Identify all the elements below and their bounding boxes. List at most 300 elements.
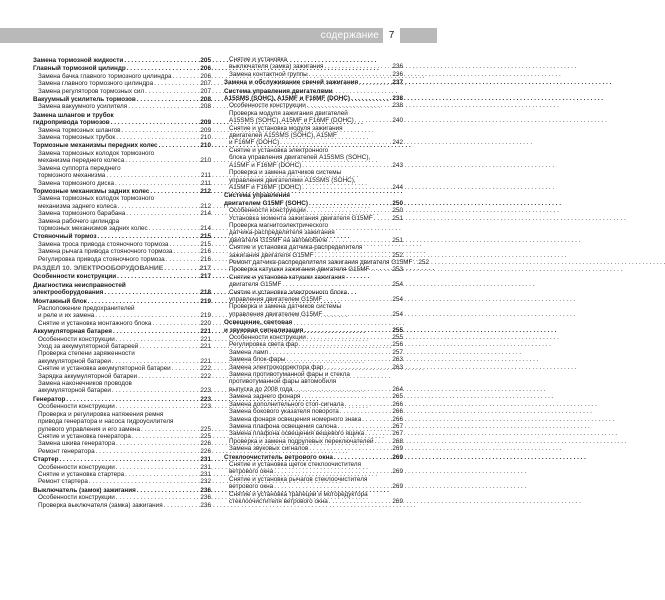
toc-subsection-entry [33, 494, 211, 501]
toc-subsection-entry [224, 244, 403, 259]
toc-subsection-entry [224, 423, 403, 430]
toc-page-number: 226 [200, 447, 211, 455]
toc-subsection-entry [33, 464, 211, 471]
toc-subsection-entry [224, 222, 403, 244]
dot-leader [324, 364, 391, 371]
toc-entry-title: Проверка и замена подрулевых переключателей [229, 437, 374, 445]
dot-leader [139, 343, 199, 350]
toc-entry-title: Замена рычага привода стояночного тормоза [38, 248, 173, 256]
toc-page-number: 215 [200, 233, 211, 241]
toc-entry-text-line: Проверка степени заряженности [38, 350, 135, 358]
toc-page-number: 255 [392, 334, 403, 342]
toc-subsection-entry [33, 373, 211, 380]
toc-page-number: 238 [392, 102, 403, 110]
toc-page-number: 255 [392, 326, 403, 334]
toc-entry-title: двигателем G15MF (SOHC) [224, 199, 308, 207]
toc-page-number: 210 [200, 142, 211, 150]
dot-leader [145, 88, 199, 95]
dot-leader [89, 478, 200, 485]
dot-leader [374, 215, 392, 222]
dot-leader [370, 266, 391, 273]
toc-subsection-entry [33, 127, 211, 134]
toc-subsection-entry [224, 408, 403, 415]
toc-page-number: 223 [200, 395, 211, 403]
toc-entry-text-line: датчика-распределителя зажигания [229, 229, 335, 237]
toc-subsection-entry [33, 403, 211, 410]
dot-leader [138, 373, 199, 380]
toc-subsection-entry [224, 334, 403, 341]
toc-page-number: 206 [200, 65, 211, 73]
toc-entry-title: Замена заднего фонаря [229, 393, 301, 401]
dot-leader [169, 241, 199, 248]
toc-page-number: 206 [200, 72, 211, 80]
toc-page-number: 269 [392, 453, 403, 461]
toc-subsection-entry [33, 350, 211, 365]
toc-page-number: 226 [200, 440, 211, 448]
dot-leader [302, 162, 391, 169]
toc-entry-title: РАЗДЕЛ 10. ЭЛЕКТРООБОРУДОВАНИЕ [33, 264, 164, 272]
dot-leader [116, 403, 200, 410]
toc-entry-title: Регулировка света фар [229, 341, 298, 349]
dot-leader [328, 237, 391, 244]
toc-entry-title: Ремонт генератора [38, 447, 95, 455]
toc-entry-title: Замена бокового указателя поворота [229, 408, 339, 416]
toc-subsection-entry [33, 180, 211, 187]
toc-section-entry [33, 57, 211, 64]
toc-subsection-entry [33, 320, 211, 327]
dot-leader [60, 456, 200, 463]
toc-subsection-entry [33, 256, 211, 263]
toc-section-entry [224, 192, 403, 207]
toc-entry-title: Ремонт датчика-распределителя зажигания двигателя G15MF [229, 258, 413, 266]
dot-leader [116, 336, 200, 343]
dot-leader [269, 349, 391, 356]
toc-entry-title: Особенности конструкции [38, 463, 115, 471]
toc-subsection-entry [33, 103, 211, 110]
toc-entry-title: двигателя G15MF [229, 281, 282, 289]
toc-section-entry [224, 79, 403, 86]
dot-leader [117, 273, 199, 280]
toc-entry-title: Особенности конструкции [38, 494, 115, 502]
toc-entry-title: Замена плафона освещения салона [229, 422, 337, 430]
toc-entry-text-line: Снятие и установка рычагов стеклоочистителя [229, 475, 368, 483]
toc-entry-text-line: блока управления двигателей A15SMS (SOHC), [229, 154, 371, 162]
toc-page-number: 254 [392, 296, 403, 303]
toc-page-number: 214 [200, 224, 211, 232]
toc-page-number: 212 [200, 187, 211, 195]
dot-leader [173, 73, 200, 80]
toc-entry-title: аккумуляторной батареи [38, 357, 111, 365]
toc-page-number: 209 [200, 119, 211, 127]
toc-page-number: 254 [392, 310, 403, 318]
toc-subsection-entry [33, 195, 211, 210]
toc-subsection-entry [224, 274, 403, 289]
dot-leader [104, 289, 199, 296]
dot-leader [309, 445, 391, 452]
toc-page-number: 216 [200, 255, 211, 263]
toc-page-number: 268 [392, 437, 403, 445]
toc-subsection-entry [33, 134, 211, 141]
toc-entry-title: механизма переднего колеса [38, 157, 125, 165]
toc-page-number: 221 [200, 335, 211, 343]
toc-entry-title: Особенности конструкции [229, 207, 306, 215]
toc-entry-title: Замена тормозных трубок [38, 134, 116, 142]
toc-page-number: 242 [392, 139, 403, 147]
toc-page-number: 251 [392, 236, 403, 244]
dot-leader [299, 341, 392, 348]
toc-right-column [224, 56, 429, 505]
toc-subsection-entry [224, 438, 403, 445]
toc-entry-text-line: Замена противотуманной фары и стекла [229, 371, 350, 379]
toc-entry-text-line: Система управления двигателями [224, 87, 333, 95]
toc-entry-title: Регулировка привода стояночного тормоза [38, 255, 165, 263]
toc-subsection-entry [224, 147, 403, 169]
toc-entry-title: тормозного механизма [38, 172, 106, 180]
dot-leader [365, 430, 391, 437]
toc-subsection-entry [33, 471, 211, 478]
toc-entry-title: Ремонт стартера [38, 478, 88, 486]
dot-leader [307, 102, 392, 109]
toc-entry-text-line: Расположение предохранителей [38, 305, 135, 312]
dot-leader [324, 63, 391, 70]
toc-page-number: 244 [392, 183, 403, 191]
toc-subsection-entry [224, 461, 403, 476]
toc-section-entry [33, 142, 211, 149]
toc-page-number: 221 [200, 328, 211, 336]
toc-entry-title: и звуковая сигнализация [224, 326, 304, 334]
toc-entry-title: A15SMS (SOHC), A15MF и F16MF (DOHC) [224, 95, 350, 103]
toc-page-number: 263 [392, 356, 403, 364]
toc-page-number: 266 [392, 408, 403, 416]
toc-entry-text-line: Замена тормозных колодок тормозного [38, 195, 155, 203]
toc-entry-text-line: Проверка модуля зажигания двигателей [229, 109, 348, 117]
toc-page-number: 240 [392, 117, 403, 125]
dot-leader [116, 494, 200, 501]
toc-page-number: 267 [392, 430, 403, 438]
toc-subsection-entry [33, 305, 211, 320]
dot-leader [116, 464, 200, 471]
toc-entry-title: Замена тормозного барабана [38, 210, 126, 218]
toc-entry-title: Особенности конструкции [33, 273, 117, 281]
dot-leader [304, 327, 391, 334]
dot-leader [315, 252, 392, 259]
toc-page-number: 217 [199, 264, 211, 272]
toc-entry-title: стеклоочистителя ветрового окна [229, 497, 328, 505]
toc-entry-text-line: противотуманной фары автомобиля [229, 378, 337, 386]
dot-leader [375, 438, 392, 445]
toc-subsection-entry [224, 102, 403, 109]
toc-subsection-entry [33, 365, 211, 372]
toc-page-number: 257 [392, 348, 403, 356]
toc-page-number: 210 [200, 134, 211, 142]
dot-leader [164, 502, 200, 509]
toc-entry-title: Особенности конструкции [38, 403, 115, 411]
toc-entry-title: Снятие и установка аккумуляторной батареи [38, 365, 171, 373]
dot-leader [359, 79, 391, 86]
dot-leader [112, 387, 199, 394]
toc-section-entry [33, 65, 211, 72]
toc-page-number: 269 [392, 497, 403, 505]
toc-entry-title: Замена звуковых сигналов [229, 445, 309, 453]
toc-page-number: 243 [392, 161, 403, 169]
dot-leader [274, 483, 391, 490]
toc-subsection-entry [33, 343, 211, 350]
toc-entry-text-line: Снятие и установка модуля зажигания [229, 124, 343, 132]
dot-leader [309, 200, 391, 207]
dot-leader [323, 311, 391, 318]
toc-entry-title: Особенности конструкции [38, 335, 115, 343]
dot-leader [97, 233, 199, 240]
toc-page-number: 225 [200, 425, 211, 433]
dot-leader [351, 95, 391, 102]
toc-subsection-entry [224, 207, 403, 214]
toc-subsection-entry [224, 71, 403, 78]
toc-page-number: 236 [200, 486, 211, 494]
toc-page-number: 269 [392, 468, 403, 476]
toc-section-entry [224, 454, 403, 461]
dot-leader [122, 127, 200, 134]
toc-entry-title: Уход за аккумуляторной батареей [38, 343, 139, 351]
toc-section-entry [33, 282, 211, 297]
toc-page-number: 207 [200, 80, 211, 88]
dot-leader [280, 139, 391, 146]
toc-entry-title: Проверка катушки зажигания двигателя G15MF [229, 266, 370, 274]
toc-entry-title: Замена тормозного диска [38, 179, 115, 187]
toc-entry-title: ветрового окна [229, 468, 274, 476]
toc-entry-title: A15SMS (SOHC), A15MF и F16MF (DOHC) [229, 117, 354, 125]
toc-entry-title: Особенности конструкции [229, 102, 306, 110]
dot-leader [141, 426, 199, 433]
toc-entry-title: Замена электрокорректора фар [229, 363, 324, 371]
toc-section-entry [224, 319, 403, 334]
toc-subsection-entry [224, 110, 403, 125]
dot-leader [106, 172, 200, 179]
toc-page-number: 231 [200, 470, 211, 478]
dot-leader [294, 386, 392, 393]
toc-subsection-entry [224, 476, 403, 491]
dot-leader [340, 408, 392, 415]
toc-subsection-entry [224, 371, 403, 393]
toc-subsection-entry [33, 336, 211, 343]
toc-subsection-entry [224, 289, 403, 304]
toc-page-number: 231 [200, 456, 211, 464]
dot-leader [334, 454, 392, 461]
toc-subsection-entry [33, 80, 211, 87]
toc-entry-title: Замена плафона освещения вещевого ящика [229, 430, 365, 438]
toc-entry-title: ветрового окна [229, 483, 274, 491]
toc-entry-text-line: Проверка магнитоэлектрического [229, 221, 329, 229]
toc-subsection-entry [224, 416, 403, 423]
toc-subsection-entry [33, 241, 211, 248]
toc-section-entry [33, 456, 211, 463]
toc-page-number: 211 [200, 172, 211, 180]
toc-entry-text-line: Замена суппорта переднего [38, 164, 121, 172]
toc-subsection-entry [33, 380, 211, 395]
toc-section-entry [33, 96, 211, 103]
toc-entry-title: Монтажный блок [33, 297, 87, 305]
dot-leader [128, 103, 199, 110]
toc-entry-title: управления двигателем G15MF [229, 310, 323, 318]
dot-leader [362, 416, 391, 423]
toc-page-number: 236 [392, 70, 403, 78]
toc-entry-title: Замена блок-фары [229, 356, 286, 364]
toc-entry-text-line: Снятие и установка катушки зажигания [229, 273, 345, 281]
toc-subsection-entry [224, 125, 403, 147]
dot-leader [164, 265, 198, 272]
toc-entry-title: аккумуляторной батареи [38, 387, 111, 395]
toc-section-entry [33, 273, 211, 280]
dot-leader [152, 320, 199, 327]
toc-subsection-entry [224, 215, 403, 222]
toc-subsection-entry [33, 411, 211, 433]
toc-section-entry [33, 112, 211, 127]
toc-entry-title: Тормозные механизмы задних колес [33, 187, 150, 195]
toc-page-number: 222 [200, 372, 211, 380]
toc-entry-title: управления двигателем G15MF [229, 296, 323, 303]
toc-page-number: 266 [392, 400, 403, 408]
toc-subsection-entry [33, 248, 211, 255]
toc-subsection-entry [33, 73, 211, 80]
toc-subsection-entry [33, 433, 211, 440]
dot-leader [302, 184, 391, 191]
dot-leader [88, 298, 200, 305]
dot-leader [125, 157, 199, 164]
dot-leader [116, 440, 199, 447]
toc-entry-title: двигателя G15MF на автомобиле [229, 236, 328, 244]
toc-entry-text-line: Проверка и замена датчиков системы [229, 303, 342, 311]
dot-leader [115, 180, 200, 187]
toc-page-number: 225 [200, 432, 211, 440]
dot-leader [150, 188, 199, 195]
dot-leader [282, 281, 391, 288]
toc-entry-title: Стартер [33, 456, 59, 464]
toc-entry-title: Замена главного тормозного цилиндра [38, 80, 154, 88]
toc-entry-title: электрооборудования [33, 289, 104, 297]
toc-subsection-entry [33, 165, 211, 180]
dot-leader [125, 471, 199, 478]
toc-page-number: 211 [200, 179, 211, 187]
toc-page-number: 269 [392, 445, 403, 453]
toc-page-number: 269 [392, 483, 403, 491]
toc-page-number: 208 [200, 103, 211, 111]
toc-subsection-entry [33, 502, 211, 509]
toc-page-number: 264 [392, 385, 403, 393]
section-title: содержание [320, 30, 379, 41]
toc-subsection-entry [33, 448, 211, 455]
toc-left-column [33, 56, 211, 509]
toc-page-number: 252 [392, 251, 403, 259]
toc-subsection-entry [224, 266, 403, 273]
toc-page-number: 219 [200, 297, 211, 305]
toc-entry-title: Снятие и установка монтажного блока [38, 319, 152, 327]
toc-entry-text-line: Снятие и установка электронного блока [229, 288, 348, 296]
toc-page-number: 250 [392, 207, 403, 215]
toc-entry-text-line: Замена рабочего цилиндра [38, 217, 120, 225]
toc-entry-title: Замена контактной группы [229, 70, 308, 78]
toc-entry-title: Стояночный тормоз [33, 233, 97, 241]
toc-chapter-heading [33, 265, 211, 272]
toc-entry-title: Снятие и установка стартера [38, 470, 125, 478]
toc-entry-title: Замена ламп [229, 348, 269, 356]
toc-entry-title: Главный тормозной цилиндр [33, 65, 126, 73]
toc-page-number: 267 [392, 422, 403, 430]
toc-page-number: 221 [200, 357, 211, 365]
toc-entry-title: Аккумуляторная батарея [33, 328, 112, 336]
toc-subsection-entry [33, 440, 211, 447]
toc-entry-title: механизма заднего колеса [38, 202, 117, 210]
toc-subsection-entry [224, 491, 403, 506]
toc-entry-text-line: Диагностика неисправностей [33, 281, 126, 289]
toc-entry-title: зажигания двигателя G15MF [229, 251, 314, 259]
toc-page-number: 263 [392, 363, 403, 371]
dot-leader [149, 225, 200, 232]
toc-subsection-entry [224, 356, 403, 363]
toc-entry-title: Замена дополнительного стоп-сигнала [229, 400, 344, 408]
toc-page-number: 251 [392, 214, 403, 222]
toc-entry-text-line: Снятие и установка электронного [229, 146, 329, 154]
toc-entry-title: A15MF и F16MF (DOHC) [229, 183, 302, 191]
dot-leader [413, 259, 417, 266]
toc-page-number: 223 [200, 387, 211, 395]
toc-entry-title: Выключатель (замок) зажигания [33, 486, 136, 494]
toc-section-entry [33, 298, 211, 305]
toc-page-number: 221 [200, 343, 211, 351]
toc-page-number: 236 [200, 494, 211, 502]
toc-subsection-entry [224, 364, 403, 371]
toc-subsection-entry [224, 303, 403, 318]
toc-entry-title: Замена фонаря освещения номерного знака [229, 415, 362, 423]
dot-leader [137, 96, 200, 103]
toc-entry-text-line: Замена шлангов и трубок [33, 111, 114, 119]
toc-entry-title: Замена троса привода стояночного тормоза [38, 240, 169, 248]
toc-subsection-entry [33, 150, 211, 165]
toc-entry-title: Тормозные механизмы передних колес [33, 142, 158, 150]
toc-entry-title: и реле и их замена [38, 312, 95, 320]
toc-entry-text-line: Замена тормозных колодок тормозного [38, 149, 155, 157]
toc-entry-title: Замена шкива генератора [38, 440, 116, 448]
toc-entry-title: Вакуумный усилитель тормозов [33, 96, 136, 104]
dot-leader [127, 65, 200, 72]
toc-section-entry [33, 328, 211, 335]
toc-entry-text-line: Снятие и установка трапеции и моторедуктора [229, 490, 368, 498]
toc-subsection-entry [224, 430, 403, 437]
toc-page-number: 266 [392, 415, 403, 423]
toc-page-number: 252 [418, 258, 429, 266]
dot-leader [307, 334, 392, 341]
toc-entry-title: Особенности конструкции [229, 334, 306, 342]
toc-entry-title: Замена вакуумного усилителя [38, 103, 128, 111]
toc-entry-title: рулевого управления и его замена [38, 425, 141, 433]
toc-page-number: 212 [200, 202, 211, 210]
toc-page-number: 254 [392, 281, 403, 289]
toc-page-number: 216 [200, 248, 211, 256]
dot-leader [355, 117, 392, 124]
toc-page-number: 253 [392, 266, 403, 274]
toc-entry-title: Снятие и установка генератора [38, 432, 131, 440]
dot-leader [172, 365, 200, 372]
toc-entry-text-line: Проверка и регулировка натяжения ремня [38, 410, 164, 418]
toc-section-entry [33, 188, 211, 195]
dot-leader [132, 433, 200, 440]
toc-entry-title: и F16MF (DOHC) [229, 139, 280, 147]
toc-entry-text-line: Система управления [224, 192, 290, 200]
toc-entry-title: Стеклоочиститель ветрового окна [224, 453, 333, 461]
toc-page-number: 236 [200, 501, 211, 509]
dot-leader [173, 248, 199, 255]
toc-page-number: 256 [392, 341, 403, 349]
toc-entry-title: Генератор [33, 395, 66, 403]
toc-page-number: 232 [200, 478, 211, 486]
